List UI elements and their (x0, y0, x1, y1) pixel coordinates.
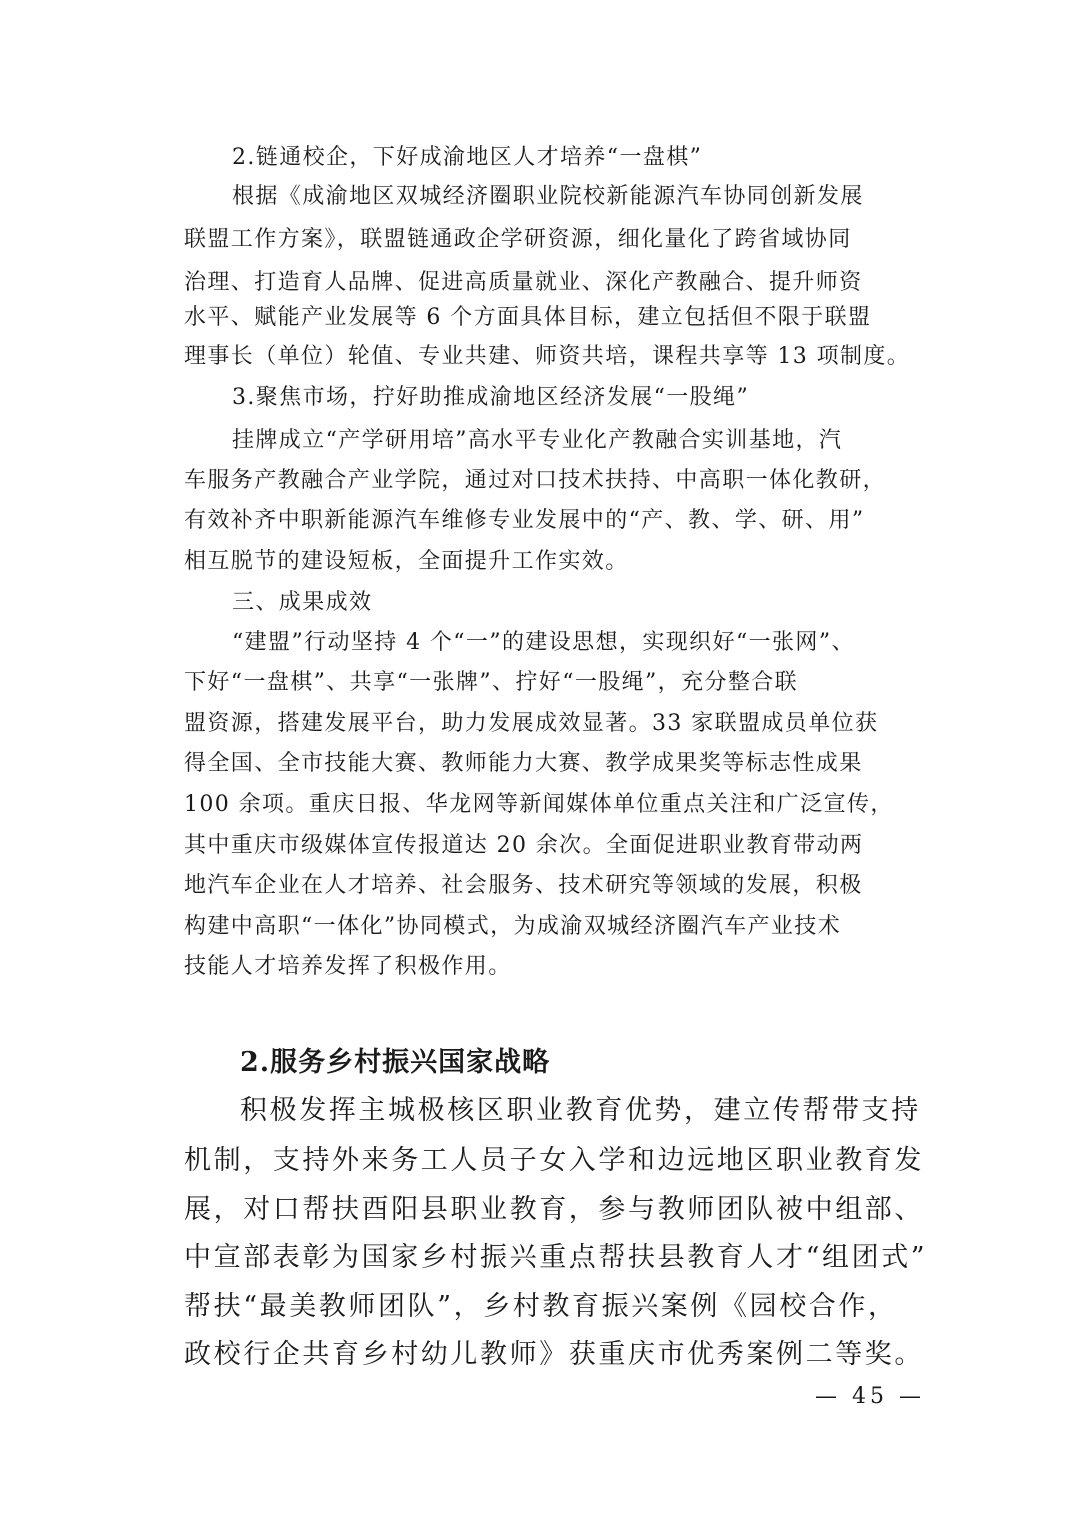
paragraph-line: 相互脱节的建设短板，全面提升工作实效。 (184, 549, 629, 574)
paragraph-line: 帮扶“最美教师团队”，乡村教育振兴案例《园校合作， (184, 1291, 898, 1322)
paragraph-line: 地汽车企业在人才培养、社会服务、技术研究等领域的发展，积极 (184, 873, 863, 898)
paragraph-line: 展，对口帮扶酉阳县职业教育，参与教师团队被中组部、 (184, 1194, 924, 1225)
paragraph-line: 水平、赋能产业发展等 6 个方面具体目标，建立包括但不限于联盟 (184, 305, 872, 330)
paragraph-line: 积极发挥主城极核区职业教育优势，建立传帮带支持 (240, 1095, 921, 1126)
paragraph-line: 联盟工作方案》，联盟链通政企学研资源，细化量化了跨省域协同 (184, 227, 852, 252)
paragraph-line: 其中重庆市级媒体宣传报道达 20 余次。全面促进职业教育带动两 (184, 833, 864, 858)
paragraph-line: 根据《成渝地区双城经济圈职业院校新能源汽车协同创新发展 (232, 184, 864, 209)
paragraph-line: 中宣部表彰为国家乡村振兴重点帮扶县教育人才“组团式” (184, 1242, 928, 1273)
paragraph-line: 治理、打造育人品牌、促进高质量就业、深化产教融合、提升师资 (184, 270, 863, 295)
paragraph-line: 技能人才培养发挥了积极作用。 (184, 954, 512, 979)
paragraph-line: 下好“一盘棋”、共享“一张牌”、拧好“一股绳”，充分整合联 (184, 670, 799, 695)
paragraph-line: 车服务产教融合产业学院，通过对口技术扶持、中高职一体化教研， (184, 468, 887, 493)
paragraph-line: “建盟”行动坚持 4 个“一”的建设思想，实现织好“一张网”、 (232, 630, 855, 655)
paragraph-line: 得全国、全市技能大赛、教师能力大赛、教学成果奖等标志性成果 (184, 751, 863, 776)
paragraph-line: 挂牌成立“产学研用培”高水平专业化产教融合实训基地，汽 (232, 428, 843, 453)
paragraph-line: 100 余项。重庆日报、华龙网等新闻媒体单位重点关注和广泛宣传， (184, 792, 894, 817)
paragraph-line: 盟资源，搭建发展平台，助力发展成效显著。33 家联盟成员单位获 (184, 711, 879, 736)
paragraph-line: 机制，支持外来务工人员子女入学和边远地区职业教育发 (184, 1145, 924, 1176)
section-heading: 三、成果成效 (232, 590, 373, 615)
section-heading: 2.服务乡村振兴国家战略 (240, 1047, 551, 1078)
subsection-heading: 2.链通校企，下好成渝地区人才培养“一盘棋” (232, 145, 703, 170)
paragraph-line: 构建中高职“一体化”协同模式，为成渝双城经济圈汽车产业技术 (184, 914, 842, 939)
subsection-heading: 3.聚焦市场，拧好助推成渝地区经济发展“一股绳” (232, 385, 750, 410)
paragraph-line: 理事长（单位）轮值、专业共建、师资共培，课程共享等 13 项制度。 (184, 344, 911, 369)
paragraph-line: 有效补齐中职新能源汽车维修专业发展中的“产、教、学、研、用” (184, 508, 865, 533)
paragraph-line: 政校行企共育乡村幼儿教师》获重庆市优秀案例二等奖。 (184, 1339, 924, 1370)
page-number: — 45 — (815, 1384, 925, 1409)
